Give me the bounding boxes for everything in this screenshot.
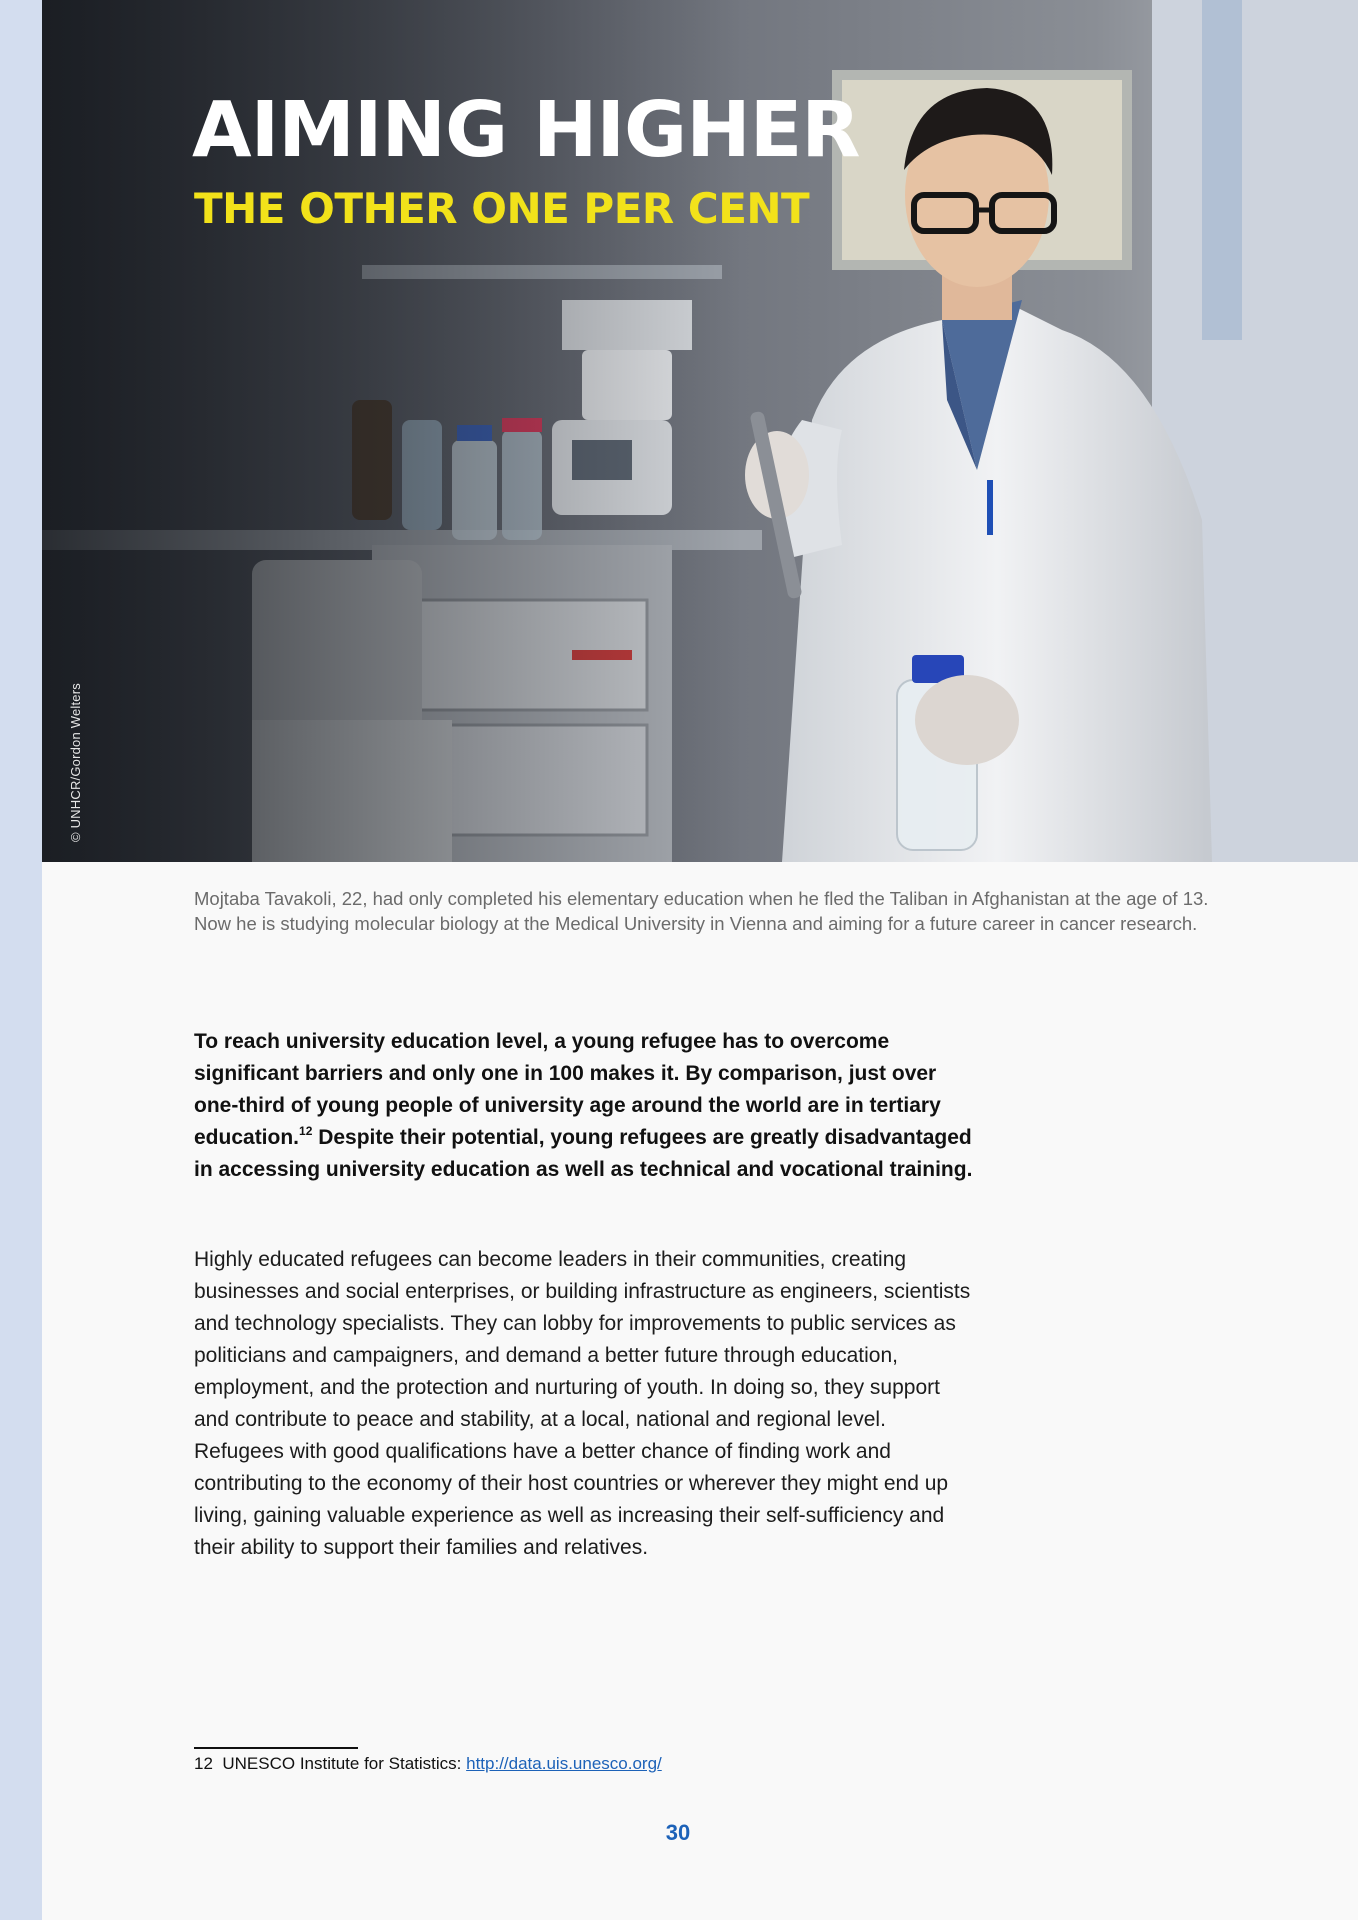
hero-photo <box>42 0 1358 862</box>
lead-text-part2: Despite their potential, young refugees are greatly disadvantaged in accessing university education as well as technical and vocational training. <box>194 1126 973 1181</box>
footnote-divider <box>194 1747 358 1749</box>
photo-credit: © UNHCR/Gordon Welters <box>68 683 83 842</box>
body-paragraph: Highly educated refugees can become leaders in their communities, creating businesses and social enterprises, or building infrastructure as engineers, scientists and technology specialists. They can lobby for improvements to public services as politicians and campaigners, and demand a better future through education, employment, and the protection and nurturing of youth. In doing so, they support and contribute to peace and stability, at a local, national and regional level. Refugees with good qualifications have a better chance of finding work and contributing to the economy of their host countries or wherever they might end up living, gaining valuable experience as well as increasing their self-sufficiency and their ability to support their families and relatives. <box>194 1248 971 1559</box>
hero-title: AIMING HIGHER <box>192 86 860 175</box>
lead-text-part1: To reach university education level, a young refugee has to overcome significant barriers and only one in 100 makes it. By comparison, just over one-third of young people of university age around the world are in tertiary education. <box>194 1030 941 1149</box>
lead-paragraph <box>194 1026 974 1186</box>
hero-subtitle: THE OTHER ONE PER CENT <box>194 184 810 233</box>
left-margin-band <box>0 0 42 1920</box>
footnote-link[interactable]: http://data.uis.unesco.org/ <box>466 1754 662 1773</box>
footnote-number: 12 <box>194 1754 213 1773</box>
footnote-text: UNESCO Institute for Statistics: <box>222 1754 467 1773</box>
footnote-reference[interactable]: 12 <box>299 1124 313 1138</box>
footnote <box>194 1752 662 1776</box>
page-number: 30 <box>665 1820 691 1845</box>
photo-caption: Mojtaba Tavakoli, 22, had only completed his elementary education when he fled the Taliban in Afghanistan at the age of 13. Now he is studying molecular biology at the Medical University in Vienna and aiming for a future career in cancer research. <box>194 888 1209 934</box>
